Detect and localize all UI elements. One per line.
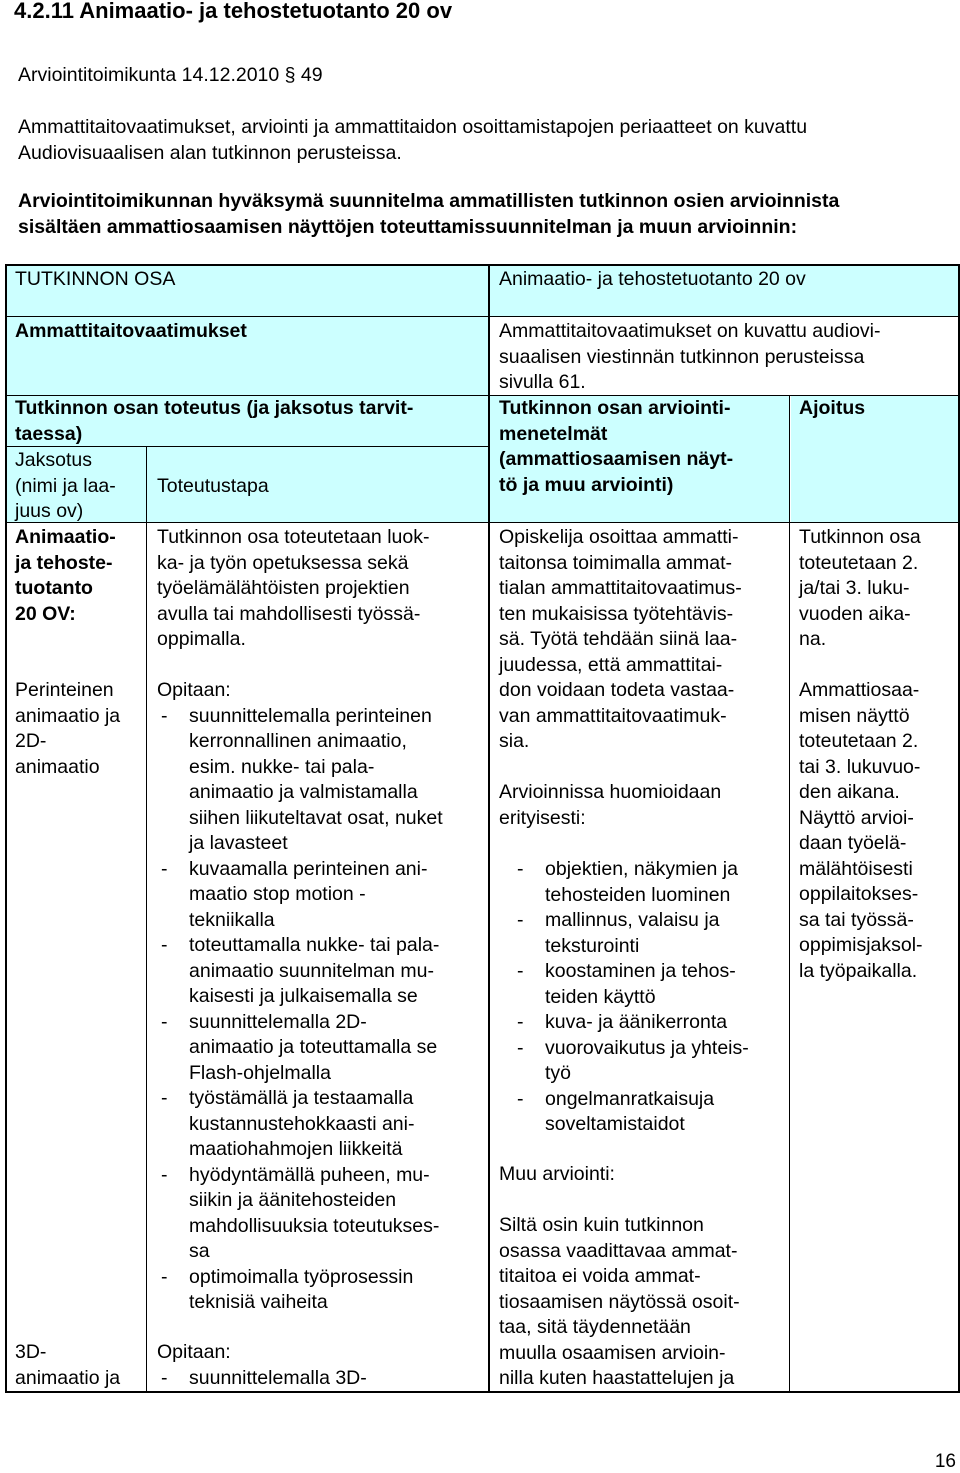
learning-item: [157, 1366, 367, 1392]
criteria-line: - ongelmanratkaisuja: [545, 1087, 715, 1110]
learning-item-line: - toteuttamalla nukke- tai pala-: [189, 934, 440, 956]
timing-line: oppilaitokses-: [799, 883, 919, 905]
learning-item-line: - kuvaamalla perinteinen ani-: [189, 857, 428, 880]
timing-line: mälähtöisesti: [799, 857, 913, 880]
other-line: tiosaamisen näytössä osoit-: [499, 1290, 740, 1313]
period-header-line: juus ov): [15, 500, 84, 522]
learning-item: [157, 704, 443, 857]
learning-item: [157, 1010, 443, 1087]
timing-header: Ajoitus: [799, 397, 866, 419]
period-line: 3D-: [15, 1341, 47, 1363]
period-header-line: Jaksotus: [15, 449, 92, 471]
assessment-header-line: tö ja muu arviointi): [499, 473, 674, 496]
learning-item-line: - työstämällä ja testaamalla: [189, 1087, 414, 1109]
timing-line: sa tai työssä-: [799, 908, 914, 931]
timing-line: Ammattiosaa-: [799, 679, 920, 701]
table-rule: [488, 264, 490, 1393]
other-line: titaitoa ei voida ammat-: [499, 1265, 701, 1287]
timing-line: den aikana.: [799, 781, 900, 803]
learning-item-line: animaatio ja toteuttamalla se: [189, 1036, 438, 1058]
learning-item: [157, 1265, 443, 1316]
assessment-line: Arvioinnissa huomioidaan: [499, 781, 722, 803]
learning-item-line: - suunnittelemalla 3D-: [189, 1366, 367, 1389]
learning-item-line: - suunnittelemalla perinteinen: [189, 704, 432, 727]
implementation-header-line: Tutkinnon osan toteutus (ja jaksotus tarvit-: [15, 397, 414, 419]
module-name-line: ja tehoste-: [15, 551, 113, 574]
requirements-label: Ammattitaitovaatimukset: [15, 320, 247, 342]
implementation-line: ka- ja työn opetuksessa sekä: [157, 551, 409, 574]
learning-item-line: tekniikalla: [189, 908, 275, 931]
page-number: 16: [934, 1451, 956, 1472]
bold-intro-line: sisältäen ammattiosaamisen näyttöjen toteuttamissuunnitelman ja muun arvioinnin:: [18, 216, 798, 238]
learning-item: [157, 1163, 443, 1265]
meta-line: Arviointitoimikunta 14.12.2010 § 49: [18, 64, 323, 86]
learning-list: [157, 1366, 367, 1392]
learning-item-line: animaatio ja valmistamalla: [189, 781, 418, 803]
method-header: Toteutustapa: [157, 475, 269, 497]
table-rule: [5, 522, 959, 523]
assessment-line: sä. Työtä tehdään siinä laa-: [499, 628, 738, 650]
learning-item-line: kaisesti ja julkaisemalla se: [189, 985, 418, 1007]
learning-item-line: maatiohahmojen liikkeitä: [189, 1138, 403, 1160]
timing-line: tai 3. lukuvuo-: [799, 755, 921, 778]
learning-block-3d: [157, 1340, 367, 1391]
assessment-line: sia.: [499, 730, 530, 752]
criteria-line: teiden käyttö: [545, 985, 656, 1008]
timing-line: vuoden aika-: [799, 602, 911, 625]
criteria-item: [513, 1010, 749, 1036]
learning-item-line: kerronnallinen animaatio,: [189, 730, 407, 752]
timing-line: ja/tai 3. luku-: [799, 577, 910, 599]
implementation-line: työelämälähtöisten projektien: [157, 577, 410, 599]
table-rule: [146, 446, 147, 1392]
period-header-line: (nimi ja laa-: [15, 474, 116, 497]
requirements-line: Ammattitaitovaatimukset on kuvattu audiovi-: [499, 320, 881, 342]
learning-item-line: siikin ja äänitehosteiden: [189, 1189, 397, 1211]
other-assessment-label: Muu arviointi:: [499, 1163, 615, 1185]
learning-list: [157, 704, 443, 1316]
implementation-intro: [157, 525, 429, 653]
timing-second: [799, 678, 923, 984]
other-line: muulla osaamisen arvioin-: [499, 1341, 726, 1364]
table-rule: [5, 1391, 959, 1393]
implementation-header-line: taessa): [15, 422, 83, 445]
header-right: Animaatio- ja tehostetuotanto 20 ov: [499, 268, 806, 290]
criteria-list: [513, 857, 749, 1138]
assessment-header-line: Tutkinnon osan arviointi-: [499, 397, 731, 419]
requirements-text: [499, 319, 881, 396]
timing-line: Näyttö arvioi-: [799, 806, 914, 829]
criteria-line: soveltamistaidot: [545, 1113, 685, 1135]
learning-item-line: teknisiä vaiheita: [189, 1291, 328, 1313]
timing-line: la työpaikalla.: [799, 959, 918, 982]
timing-line: na.: [799, 628, 827, 650]
assessment-intro: [499, 525, 742, 755]
table-rule: [5, 264, 7, 1393]
assessment-line: juudessa, että ammattitai-: [499, 653, 723, 676]
learning-block: [157, 678, 443, 1316]
learning-item-line: sa: [189, 1240, 210, 1262]
learning-item: [157, 857, 443, 934]
intro-paragraph: [18, 114, 807, 166]
assessment-line: erityisesti:: [499, 806, 586, 829]
assessment-line: van ammattitaitovaatimuk-: [499, 704, 727, 727]
intro-line: Audiovisuaalisen alan tutkinnon perusteissa.: [18, 142, 402, 164]
implementation-line: oppimalla.: [157, 628, 246, 650]
criteria-line: teksturointi: [545, 934, 640, 957]
other-line: Siltä osin kuin tutkinnon: [499, 1214, 704, 1236]
module-name-line: tuotanto: [15, 577, 93, 599]
implementation-header: [15, 396, 413, 447]
learning-item-line: esim. nukke- tai pala-: [189, 755, 375, 778]
learning-item-line: animaatio suunnitelman mu-: [189, 959, 434, 982]
criteria-item: [513, 1087, 749, 1138]
period-line: animaatio: [15, 755, 100, 778]
assessment-header: [499, 396, 733, 498]
period-line: 2D-: [15, 730, 47, 752]
period-line: animaatio ja: [15, 704, 121, 727]
learning-item-line: - hyödyntämällä puheen, mu-: [189, 1163, 430, 1186]
module-name: [15, 525, 116, 627]
period-header: [15, 448, 116, 525]
timing-line: toteutetaan 2.: [799, 730, 919, 752]
implementation-line: avulla tai mahdollisesti työssä-: [157, 602, 421, 625]
assessment-line: Opiskelija osoittaa ammatti-: [499, 526, 739, 548]
criteria-item: [513, 908, 749, 959]
assessment-line: ten mukaisissa työtehtävis-: [499, 602, 734, 625]
table-rule: [5, 316, 959, 317]
criteria-line: - koostaminen ja tehos-: [545, 960, 736, 982]
criteria-line: - objektien, näkymien ja: [545, 858, 738, 880]
requirements-line: sivulla 61.: [499, 371, 586, 393]
learning-item-line: ja lavasteet: [189, 832, 288, 854]
intro-line: Ammattitaitovaatimukset, arviointi ja ammattitaidon osoittamistapojen periaatteet on kuvattu: [18, 116, 808, 138]
bold-intro-line: Arviointitoimikunnan hyväksymä suunnitelma ammatillisten tutkinnon osien arvioinnista: [18, 190, 840, 212]
learning-item-line: - suunnittelemalla 2D-: [189, 1010, 367, 1033]
table-rule: [789, 395, 790, 1392]
assessment-header-line: (ammattiosaamisen näyt-: [499, 448, 734, 470]
module-name-line: Animaatio-: [15, 526, 116, 548]
timing-line: Tutkinnon osa: [799, 526, 921, 548]
section-heading: 4.2.11 Animaatio- ja tehostetuotanto 20 ov: [14, 0, 453, 23]
timing-line: daan työelä-: [799, 832, 907, 854]
other-assessment-text: [499, 1213, 740, 1392]
criteria-line: - mallinnus, valaisu ja: [545, 909, 720, 931]
timing-line: misen näyttö: [799, 704, 910, 727]
learning-item: [157, 1086, 443, 1163]
period-3d: [15, 1340, 120, 1391]
header-left: TUTKINNON OSA: [15, 268, 176, 290]
period-traditional: [15, 678, 120, 780]
learning-item-line: kustannustehokkaasti ani-: [189, 1112, 415, 1135]
assessment-focus: [499, 780, 721, 831]
bold-intro-paragraph: [18, 188, 839, 240]
learning-item-line: maatio stop motion -: [189, 883, 366, 905]
timing-first: [799, 525, 921, 653]
learning-item-line: siihen liikuteltavat osat, nuket: [189, 806, 443, 829]
criteria-line: - vuorovaikutus ja yhteis-: [545, 1036, 749, 1059]
learn-label: Opitaan:: [157, 1341, 231, 1363]
timing-line: toteutetaan 2.: [799, 551, 919, 574]
assessment-line: tialan ammattitaitovaatimus-: [499, 577, 742, 599]
period-line: animaatio ja: [15, 1366, 121, 1389]
criteria-item: [513, 959, 749, 1010]
criteria-line: - kuva- ja äänikerronta: [545, 1011, 728, 1033]
table-rule: [5, 264, 959, 266]
timing-line: oppimisjaksol-: [799, 934, 923, 956]
assessment-line: taitonsa toimimalla ammat-: [499, 551, 732, 574]
learning-item-line: - optimoimalla työprosessin: [189, 1265, 414, 1288]
learning-item-line: mahdollisuuksia toteutukses-: [189, 1214, 440, 1237]
implementation-line: Tutkinnon osa toteutetaan luok-: [157, 526, 430, 548]
assessment-header-line: menetelmät: [499, 422, 608, 445]
other-line: taa, sitä täydennetään: [499, 1316, 691, 1338]
requirements-line: suaalisen viestinnän tutkinnon perusteissa: [499, 345, 865, 368]
other-line: osassa vaadittavaa ammat-: [499, 1239, 738, 1262]
learn-label: Opitaan:: [157, 679, 231, 701]
assessment-line: don voidaan todeta vastaa-: [499, 679, 735, 701]
criteria-line: tehosteiden luominen: [545, 883, 731, 906]
criteria-line: työ: [545, 1062, 572, 1084]
module-name-line: 20 OV:: [15, 602, 76, 625]
learning-item: [157, 933, 443, 1010]
criteria-item: [513, 857, 749, 908]
other-line: nilla kuten haastattelujen ja: [499, 1367, 735, 1389]
learning-item-line: Flash-ohjelmalla: [189, 1061, 331, 1084]
criteria-item: [513, 1036, 749, 1087]
assessment-criteria: [513, 857, 749, 1138]
period-line: Perinteinen: [15, 679, 114, 701]
